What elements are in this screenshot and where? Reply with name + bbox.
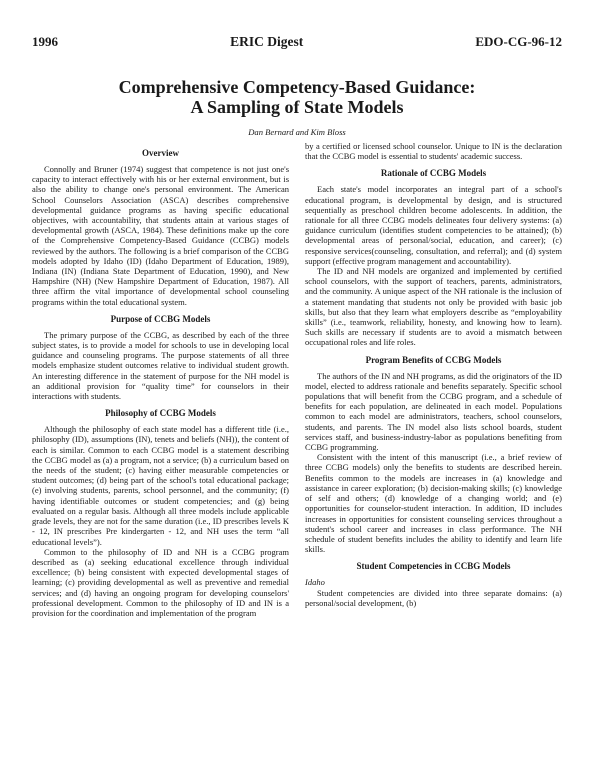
- philosophy-paragraph-2: Common to the philosophy of ID and NH is a CCBG program described as (a) seeking educational excellence through individual excellence; (b) being consistent with expected developmental stages of learning; (c) providing developmental as well as preventive and remedial services; and (d) having an ongoing program for developing counselors' professional development. Common to the philosophy of ID and IN is a provision for the coordination and implementation of the program: [32, 546, 289, 618]
- continued-paragraph: by a certified or licensed school counselor. Unique to IN is the declaration that the CCBG model is essential to students' academic success.: [305, 141, 562, 162]
- title-line-1: Comprehensive Competency-Based Guidance:: [118, 77, 476, 97]
- header-series: ERIC Digest: [230, 34, 304, 49]
- competencies-heading: Student Competencies in CCBG Models: [356, 561, 511, 572]
- philosophy-heading: Philosophy of CCBG Models: [105, 408, 216, 419]
- header-code: EDO-CG-96-12: [475, 34, 562, 49]
- benefits-paragraph-2: Consistent with the intent of this manuscript (i.e., a brief review of three CCBG models) only the benefits to students are described herein. Benefits common to the models are increases in (a) knowledge and assistance in career exploration; (b) decision-making skills; (c) knowledge of self and others; (d) knowledge of a changing world; and (e) opportunities for counselor-student interaction. In addition, ID includes increases in opportunities for consistent counseling services throughout a student's school career and increases in class performance. The NH schedule of student benefits includes the ability to identify and learn life skills.: [305, 452, 562, 555]
- rationale-heading: Rationale of CCBG Models: [380, 168, 487, 179]
- header-year: 1996: [32, 34, 58, 49]
- title-line-2: A Sampling of State Models: [190, 97, 404, 117]
- benefits-heading: Program Benefits of CCBG Models: [365, 354, 502, 365]
- idaho-subheading: Idaho: [305, 577, 325, 588]
- text-columns: [32, 141, 562, 618]
- rationale-paragraph-1: Each state's model incorporates an integral part of a school's educational program, is developmental by design, and is structured sequentially as preschool children become adolescents. In addition, the rationale for all three CCBG models delineates four delivery systems: (a) guidance curriculum (identifies student competencies to be attained); (b) developmental areas of personal/social, education, and career); (c) responsive services(counseling, consultation, and referral); and (d) system support (effective program management and accountability).: [305, 184, 562, 266]
- overview-heading: Overview: [142, 148, 179, 158]
- left-column: [32, 141, 289, 618]
- benefits-paragraph-1: The authors of the IN and NH programs, as did the originators of the ID model, elected to address rationale and benefits separately. Specific school populations that will benefit from the CCBG program, and a schedule of benefits for each population, are delineated in each model. Populations common to each model are administrators, teachers, school counselors, students, and parents. The IN model also lists school boards, student services staff, and business-industry-labor as populations benefiting from CCBG programming.: [305, 370, 562, 453]
- authors: Dan Bernard and Kim Bloss: [248, 127, 346, 137]
- rationale-paragraph-2: The ID and NH models are organized and implemented by certified school counselors, with the support of teachers, parents, administrators, and the community. A unique aspect of the NH rationale is the inclusion of a statement mandating that students not only be provided with basic job skills, but also that they learn what employers describe as “employability skills” (i.e., teamwork, reliability, honesty, and knowing how to learn). Such skills are necessary if students are to avoid a mismatch between occupational roles and life roles.: [305, 266, 562, 348]
- purpose-heading: Purpose of CCBG Models: [110, 313, 211, 324]
- competencies-paragraph-1: Student competencies are divided into three separate domains: (a) personal/social development, (b): [305, 587, 562, 608]
- document-title: [32, 77, 562, 117]
- page-header: [32, 0, 562, 50]
- overview-paragraph-1: Connolly and Bruner (1974) suggest that competence is not just one's capacity to interact effectively with his or her external environment, but is also the ability to change one's personal environment. The American School Counselors Association (ASCA) describes comprehensive developmental guidance programs as having specific educational objectives, with accountability, that students attain at various stages of developmental growth (ASCA, 1984). These definitions make up the core of the Comprehensive Competency-Based Guidance (CCBG) models reviewed by the authors. The following is a brief comparison of the CCBG models adopted by Idaho (ID) (Idaho Department of Education, 1989), Indiana (IN) (Indiana State Department of Education, 1990), and New Hampshire (NH) (New Hampshire Department of Education, 1987). All three affirm the vital importance of developmental school counseling programs within the total educational system.: [32, 164, 289, 307]
- philosophy-paragraph-1: Although the philosophy of each state model has a different title (i.e., philosophy (ID), assumptions (IN), tenets and beliefs (NH)), the content of each is similar. Common to each CCBG model is a statement describing the CCBG model as (a) a program, not a service; (b) a curriculum based on the needs of the student; (c) having either measurable competencies or student outcomes; (d) being part of the school's total educational package; (e) involving students, parents, school personnel, and the community; (f) having identifiable outcomes or student competencies; and (g) being evaluated on a regular basis. Although all three models include applicable grade levels, they are not for the same duration (i.e., ID prescribes levels K - 12, IN prescribes Pre kindergarten - 12, and NH uses the term “all educational levels”).: [32, 424, 289, 547]
- right-column: [305, 141, 562, 618]
- purpose-paragraph-1: The primary purpose of the CCBG, as described by each of the three subject states, is to provide a model for schools to use in developing local guidance and counseling programs. The purpose statements of all three models emphasize student outcomes relative to individual student growth. An interesting difference in the statement of purpose for the NH model is an additional provision for “quality time” for counselors in their interactions with students.: [32, 329, 289, 402]
